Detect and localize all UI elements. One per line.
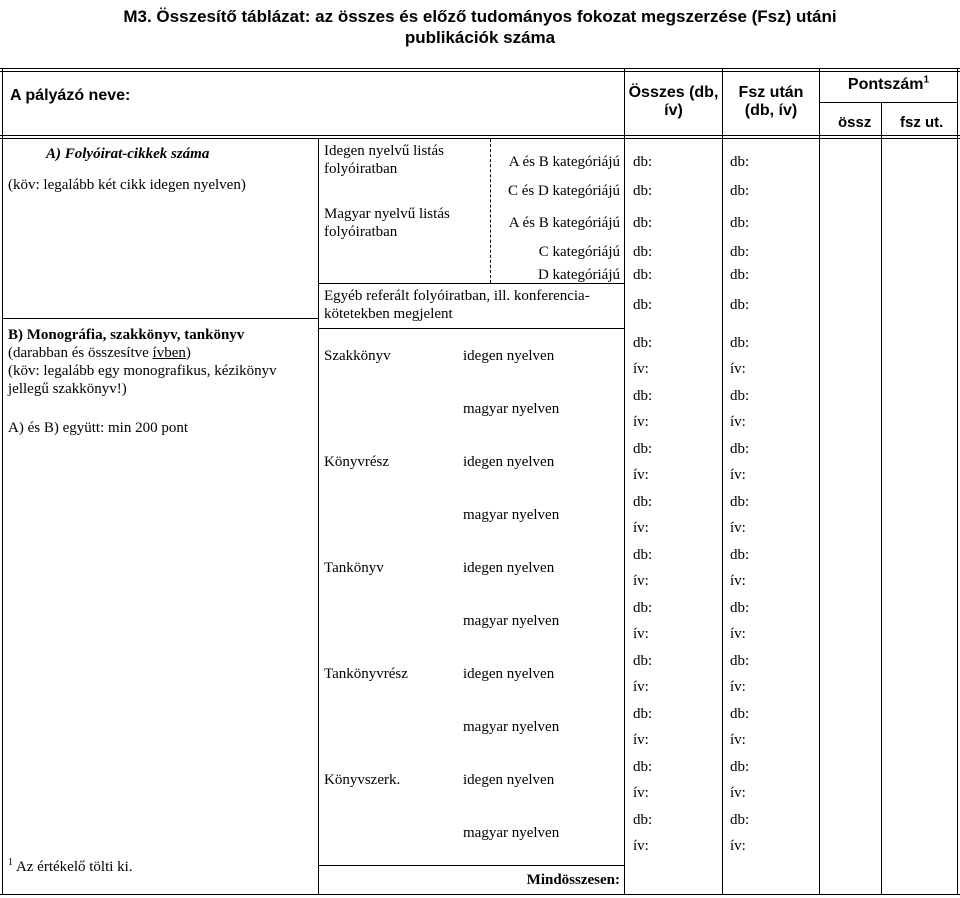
section-b-note-1: (darabban és összesítve ívben) — [8, 345, 191, 361]
book-hungarian: magyar nyelven — [463, 613, 560, 629]
book-hungarian: magyar nyelven — [463, 719, 560, 735]
combined-requirement: A) és B) együtt: min 200 pont — [8, 420, 188, 436]
db-cell[interactable]: db: — [633, 653, 653, 669]
db-cell[interactable]: db: — [730, 215, 750, 231]
db-cell[interactable]: db: — [730, 244, 750, 260]
section-b-note-2: (köv: legalább egy monografikus, kézikönyv — [8, 363, 277, 379]
book-foreign: idegen nyelven — [463, 666, 555, 682]
db-cell[interactable]: db: — [730, 600, 750, 616]
db-cell[interactable]: db: — [730, 183, 750, 199]
iv-cell[interactable]: ív: — [633, 838, 649, 854]
iv-cell[interactable]: ív: — [633, 520, 649, 536]
applicant-name-label: A pályázó neve: — [10, 87, 131, 104]
iv-cell[interactable]: ív: — [633, 361, 649, 377]
points-total-header: össz — [838, 114, 872, 131]
db-cell[interactable]: db: — [730, 335, 750, 351]
other-journals-label-1: Egyéb referált folyóiratban, ill. konferencia- — [324, 288, 590, 304]
iv-cell[interactable]: ív: — [730, 732, 746, 748]
book-foreign: idegen nyelven — [463, 348, 555, 364]
db-cell[interactable]: db: — [633, 547, 653, 563]
page-title-line1: M3. Összesítő táblázat: az összes és előző tudományos fokozat megszerzése (Fsz) utáni — [123, 7, 837, 26]
db-cell[interactable]: db: — [730, 267, 750, 283]
book-foreign: idegen nyelven — [463, 772, 555, 788]
hungarian-journals-label-1: Magyar nyelvű listás — [324, 206, 450, 222]
row-foreign-ab: A és B kategóriájú — [508, 154, 620, 170]
iv-cell[interactable]: ív: — [730, 626, 746, 642]
points-after-header: fsz ut. — [900, 114, 944, 131]
db-cell[interactable]: db: — [730, 653, 750, 669]
db-cell[interactable]: db: — [633, 335, 653, 351]
iv-cell[interactable]: ív: — [730, 679, 746, 695]
iv-cell[interactable]: ív: — [730, 520, 746, 536]
iv-cell[interactable]: ív: — [633, 573, 649, 589]
db-cell[interactable]: db: — [633, 297, 653, 313]
iv-cell[interactable]: ív: — [633, 785, 649, 801]
points-footnote-mark: 1 — [923, 74, 930, 86]
book-hungarian: magyar nyelven — [463, 401, 560, 417]
db-cell[interactable]: db: — [633, 706, 653, 722]
db-cell[interactable]: db: — [730, 441, 750, 457]
book-type-szakkonyv: Szakkönyv — [324, 348, 391, 364]
db-cell[interactable]: db: — [730, 297, 750, 313]
db-cell[interactable]: db: — [633, 600, 653, 616]
section-a-title: A) Folyóirat-cikkek száma — [46, 146, 210, 162]
hungarian-journals-label-2: folyóiratban — [324, 224, 398, 240]
row-hungarian-c: C kategóriájú — [538, 244, 620, 260]
db-cell[interactable]: db: — [730, 759, 750, 775]
iv-cell[interactable]: ív: — [633, 467, 649, 483]
book-type-tankonyvresz: Tankönyvrész — [324, 666, 408, 682]
row-hungarian-d: D kategóriájú — [537, 267, 620, 283]
db-cell[interactable]: db: — [633, 494, 653, 510]
foreign-journals-label-1: Idegen nyelvű listás — [324, 143, 444, 159]
row-hungarian-ab: A és B kategóriájú — [508, 215, 620, 231]
db-cell[interactable]: db: — [633, 244, 653, 260]
book-foreign: idegen nyelven — [463, 560, 555, 576]
db-cell[interactable]: db: — [633, 812, 653, 828]
db-cell[interactable]: db: — [730, 706, 750, 722]
iv-cell[interactable]: ív: — [633, 626, 649, 642]
footnote: $^1$ Az értékelő tölti ki. — [8, 857, 133, 875]
section-b-note-3: jellegű szakkönyv!) — [8, 381, 127, 397]
iv-cell[interactable]: ív: — [730, 573, 746, 589]
db-cell[interactable]: db: — [633, 388, 653, 404]
db-cell[interactable]: db: — [633, 267, 653, 283]
db-cell[interactable]: db: — [730, 547, 750, 563]
db-cell[interactable]: db: — [633, 441, 653, 457]
total-column-header: Összes (db, ív) — [628, 84, 719, 119]
page-title-line2: publikációk száma — [404, 28, 556, 47]
grand-total-label: Mindösszesen: — [526, 872, 620, 888]
book-hungarian: magyar nyelven — [463, 507, 560, 523]
db-cell[interactable]: db: — [730, 812, 750, 828]
db-cell[interactable]: db: — [633, 215, 653, 231]
row-foreign-cd: C és D kategóriájú — [507, 183, 620, 199]
iv-cell[interactable]: ív: — [730, 361, 746, 377]
book-hungarian: magyar nyelven — [463, 825, 560, 841]
iv-cell[interactable]: ív: — [633, 732, 649, 748]
iv-cell[interactable]: ív: — [730, 414, 746, 430]
points-header: Pontszám$^1$ — [847, 74, 930, 93]
after-degree-column-header: Fsz után (db, ív) — [738, 84, 804, 119]
book-type-konyvresz: Könyvrész — [324, 454, 389, 470]
db-cell[interactable]: db: — [633, 759, 653, 775]
iv-cell[interactable]: ív: — [730, 838, 746, 854]
db-cell[interactable]: db: — [633, 183, 653, 199]
iv-cell[interactable]: ív: — [633, 414, 649, 430]
db-cell[interactable]: db: — [730, 154, 750, 170]
page-title — [0, 6, 960, 48]
book-type-tankonyv: Tankönyv — [324, 560, 384, 576]
foreign-journals-label-2: folyóiratban — [324, 161, 398, 177]
book-foreign: idegen nyelven — [463, 454, 555, 470]
iv-cell[interactable]: ív: — [730, 785, 746, 801]
section-b-title: B) Monográfia, szakkönyv, tankönyv — [8, 327, 245, 343]
iv-cell[interactable]: ív: — [730, 467, 746, 483]
db-cell[interactable]: db: — [730, 494, 750, 510]
book-type-konyvszerk: Könyvszerk. — [324, 772, 401, 788]
db-cell[interactable]: db: — [633, 154, 653, 170]
iv-cell[interactable]: ív: — [633, 679, 649, 695]
db-cell[interactable]: db: — [730, 388, 750, 404]
other-journals-label-2: kötetekben megjelent — [324, 306, 453, 322]
section-a-note: (köv: legalább két cikk idegen nyelven) — [8, 177, 246, 193]
